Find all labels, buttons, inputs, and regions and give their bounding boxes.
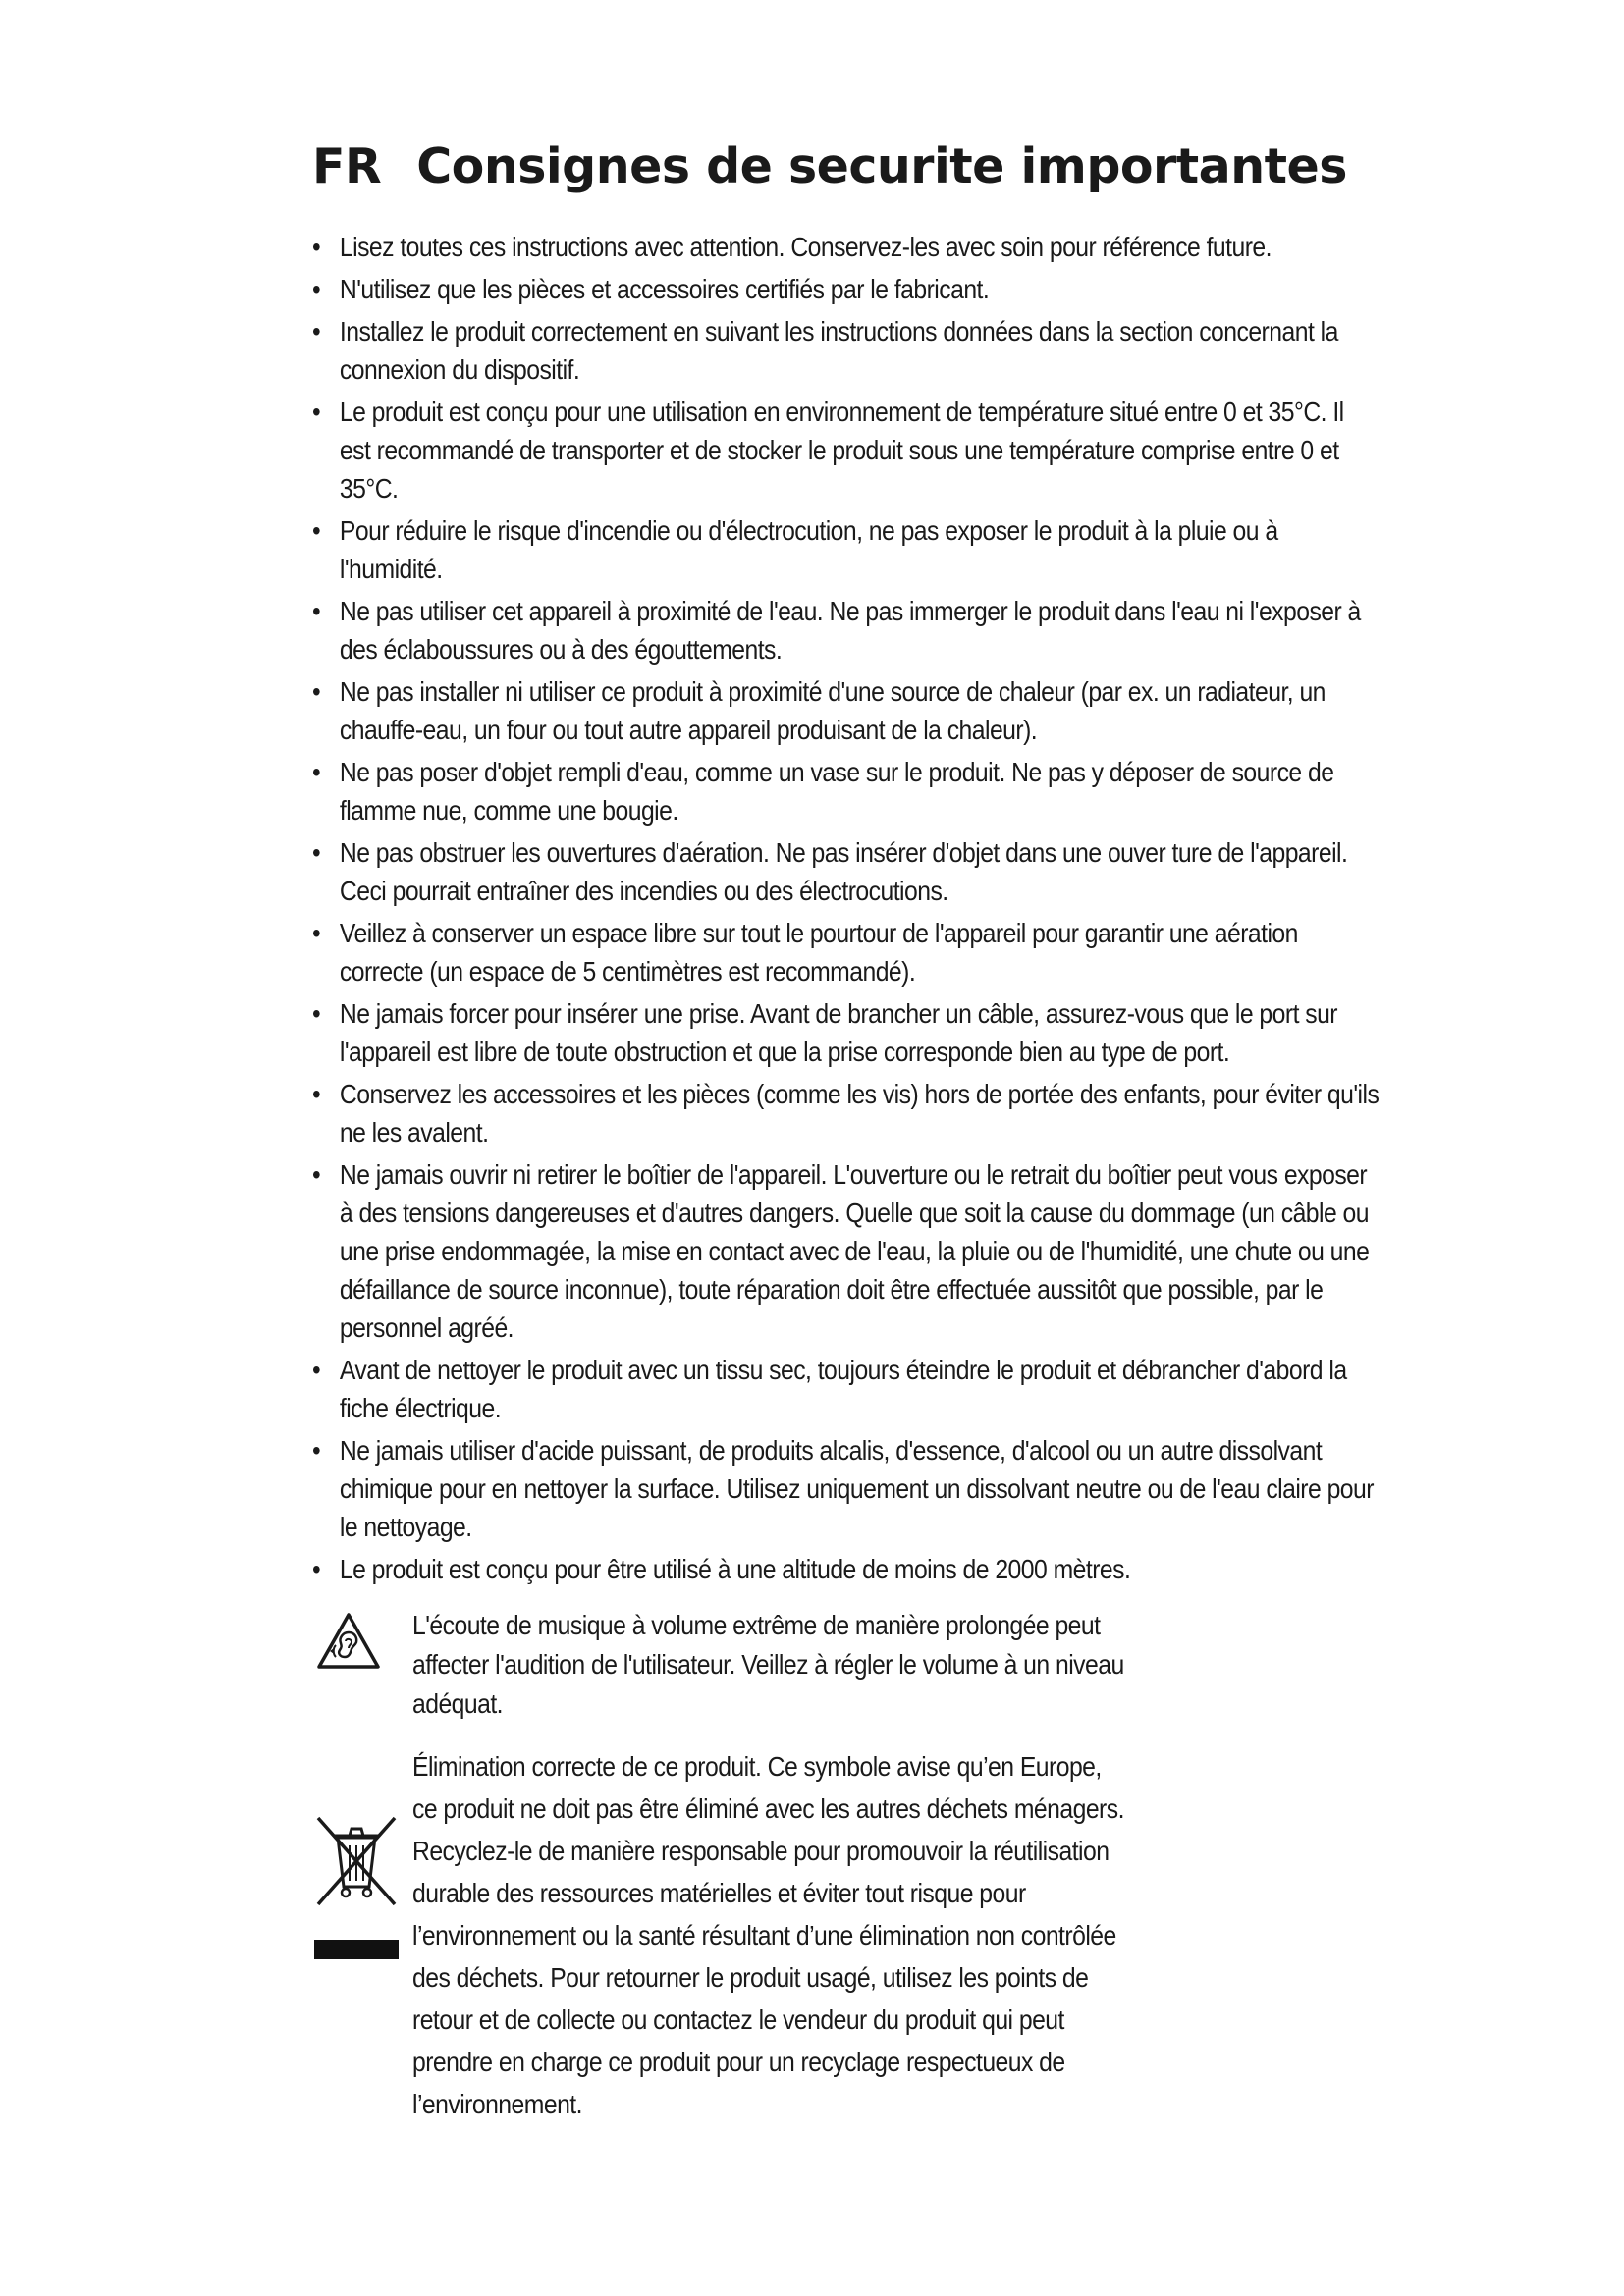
hearing-warning-icon	[312, 1606, 412, 1675]
list-item: • Installez le produit correctement en suivant les instructions données dans la section concernant la connexion du dispositif.	[312, 312, 1380, 389]
safety-instructions-list	[312, 228, 1380, 1588]
disposal-icon-group	[312, 1745, 412, 1959]
list-item: • Avant de nettoyer le produit avec un tissu sec, toujours éteindre le produit et débrancher d'abord la fiche électrique.	[312, 1351, 1380, 1427]
list-item: • Ne pas utiliser cet appareil à proximité de l'eau. Ne pas immerger le produit dans l'eau ni l'exposer à des éclaboussures ou à des égouttements.	[312, 592, 1380, 668]
list-item: • Ne jamais utiliser d'acide puissant, de produits alcalis, d'essence, d'alcool ou un autre dissolvant chimique pour en nettoyer la surface. Utilisez uniquement un dissolvant neutre ou de l'eau claire pour le nettoyage.	[312, 1431, 1380, 1546]
list-item: • Ne pas installer ni utiliser ce produit à proximité d'une source de chaleur (par ex. un radiateur, un chauffe-eau, un four ou tout autre appareil produisant de la chaleur).	[312, 672, 1380, 749]
list-item: • Lisez toutes ces instructions avec attention. Conservez-les avec soin pour référence future.	[312, 228, 1380, 266]
list-item: • Ne jamais forcer pour insérer une prise. Avant de brancher un câble, assurez-vous que le port sur l'appareil est libre de toute obstruction et que la prise corresponde bien au type de port.	[312, 994, 1380, 1071]
crossed-bin-icon	[312, 1814, 401, 1908]
list-item: • Le produit est conçu pour une utilisation en environnement de température situé entre 0 et 35°C. Il est recommandé de transporter et de stocker le produit sous une température comprise entre 0 et 35°C.	[312, 393, 1380, 507]
hearing-warning-section	[312, 1606, 1353, 1724]
list-item: • Veillez à conserver un espace libre sur tout le pourtour de l'appareil pour garantir une aération correcte (un espace de 5 centimètres est recommandé).	[312, 914, 1380, 990]
list-item: • Ne pas obstruer les ouvertures d'aération. Ne pas insérer d'objet dans une ouver ture de l'appareil. Ceci pourrait entraîner des incendies ou des électrocutions.	[312, 833, 1380, 910]
list-item: • Ne jamais ouvrir ni retirer le boîtier de l'appareil. L'ouverture ou le retrait du boîtier peut vous exposer à des tensions dangereuses et d'autres dangers. Quelle que soit la cause du dommage (un câble ou une prise endommagée, la mise en contact avec de l'eau, la pluie ou de l'humidité, une chute ou une défaillance de source inconnue), toute réparation doit être effectuée aussitôt que possible, par le personnel agréé.	[312, 1155, 1380, 1347]
title-text: Consignes de securite importantes	[416, 138, 1347, 194]
list-item: • N'utilisez que les pièces et accessoires certifiés par le fabricant.	[312, 270, 1380, 308]
disposal-text: Élimination correcte de ce produit. Ce symbole avise qu’en Europe, ce produit ne doit pas être éliminé avec les autres déchets ménagers. Recyclez-le de manière responsable pour promouvoir la réutilisation durable des ressources matérielles et éviter tout risque pour l’environnement ou la santé résultant d’une élimination non contrôlée des déchets. Pour retourner le produit usagé, utilisez les points de retour et de collecte ou contactez le vendeur du produit qui peut prendre en charge ce produit pour un recyclage respectueux de l’environnement.	[412, 1751, 1124, 2119]
page-title	[312, 135, 1353, 198]
disposal-section	[312, 1745, 1353, 2125]
list-item: • Conservez les accessoires et les pièces (comme les vis) hors de portée des enfants, pour éviter qu'ils ne les avalent.	[312, 1075, 1380, 1151]
hearing-warning-text: L'écoute de musique à volume extrême de manière prolongée peut affecter l'audition de l'utilisateur. Veillez à régler le volume à un niveau adéquat.	[412, 1610, 1124, 1719]
list-item: • Pour réduire le risque d'incendie ou d'électrocution, ne pas exposer le produit à la pluie ou à l'humidité.	[312, 511, 1380, 588]
weee-bar-marker	[314, 1940, 399, 1959]
document-page	[312, 135, 1380, 2125]
list-item: • Le produit est conçu pour être utilisé à une altitude de moins de 2000 mètres.	[312, 1550, 1380, 1588]
language-code: FR	[312, 138, 382, 194]
list-item: • Ne pas poser d'objet rempli d'eau, comme un vase sur le produit. Ne pas y déposer de source de flamme nue, comme une bougie.	[312, 753, 1380, 829]
